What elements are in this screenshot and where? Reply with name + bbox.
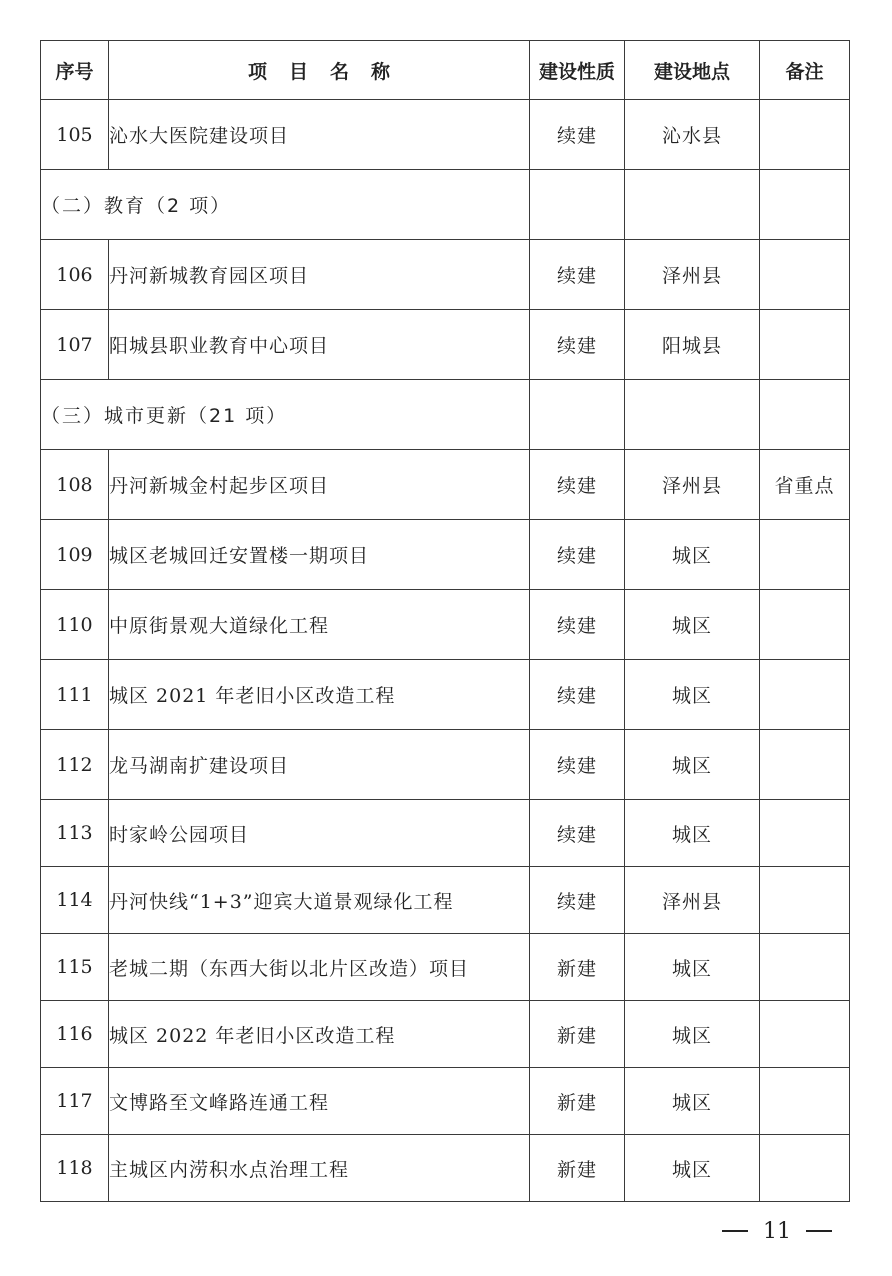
cell-type: 续建 [530, 660, 625, 730]
cell-note [760, 1135, 850, 1202]
cell-note [760, 590, 850, 660]
page-footer [722, 1216, 832, 1246]
empty-cell [760, 170, 850, 240]
cell-note [760, 1001, 850, 1068]
table-row [41, 660, 850, 730]
cell-num: 109 [41, 520, 109, 590]
cell-name: 丹河新城金村起步区项目 [109, 450, 530, 520]
cell-location: 城区 [625, 520, 760, 590]
header-num: 序号 [41, 41, 109, 100]
cell-name: 中原街景观大道绿化工程 [109, 590, 530, 660]
cell-num: 107 [41, 310, 109, 380]
cell-note [760, 1068, 850, 1135]
table-row [41, 310, 850, 380]
cell-name: 阳城县职业教育中心项目 [109, 310, 530, 380]
table-row [41, 730, 850, 800]
cell-name: 文博路至文峰路连通工程 [109, 1068, 530, 1135]
cell-location: 城区 [625, 800, 760, 867]
cell-location: 城区 [625, 660, 760, 730]
cell-note [760, 660, 850, 730]
cell-num: 105 [41, 100, 109, 170]
section-title: （二）教育（2 项） [41, 170, 530, 240]
cell-name: 城区 2022 年老旧小区改造工程 [109, 1001, 530, 1068]
cell-type: 新建 [530, 934, 625, 1001]
cell-type: 续建 [530, 867, 625, 934]
cell-note [760, 100, 850, 170]
footer-dash-right [806, 1230, 832, 1232]
empty-cell [530, 380, 625, 450]
cell-note [760, 800, 850, 867]
cell-note [760, 310, 850, 380]
cell-location: 城区 [625, 934, 760, 1001]
cell-location: 城区 [625, 1135, 760, 1202]
cell-type: 续建 [530, 100, 625, 170]
empty-cell [760, 380, 850, 450]
table-row [41, 590, 850, 660]
cell-note: 省重点 [760, 450, 850, 520]
table-row [41, 1068, 850, 1135]
cell-name: 老城二期（东西大街以北片区改造）项目 [109, 934, 530, 1001]
table-row [41, 867, 850, 934]
table-row [41, 450, 850, 520]
cell-num: 116 [41, 1001, 109, 1068]
cell-num: 112 [41, 730, 109, 800]
cell-name: 丹河新城教育园区项目 [109, 240, 530, 310]
table-header-row [41, 41, 850, 100]
cell-num: 110 [41, 590, 109, 660]
cell-num: 115 [41, 934, 109, 1001]
cell-location: 泽州县 [625, 867, 760, 934]
empty-cell [625, 380, 760, 450]
header-note: 备注 [760, 41, 850, 100]
cell-note [760, 240, 850, 310]
cell-type: 新建 [530, 1001, 625, 1068]
cell-type: 续建 [530, 310, 625, 380]
cell-name: 沁水大医院建设项目 [109, 100, 530, 170]
cell-num: 118 [41, 1135, 109, 1202]
cell-num: 106 [41, 240, 109, 310]
header-name: 项目名称 [109, 41, 530, 100]
cell-location: 阳城县 [625, 310, 760, 380]
cell-name: 龙马湖南扩建设项目 [109, 730, 530, 800]
table-row [41, 240, 850, 310]
cell-location: 泽州县 [625, 240, 760, 310]
cell-type: 续建 [530, 450, 625, 520]
table-body [41, 100, 850, 1202]
cell-type: 续建 [530, 590, 625, 660]
cell-location: 城区 [625, 1001, 760, 1068]
table-row [41, 100, 850, 170]
cell-location: 沁水县 [625, 100, 760, 170]
table-row [41, 800, 850, 867]
cell-note [760, 934, 850, 1001]
cell-type: 新建 [530, 1135, 625, 1202]
cell-note [760, 520, 850, 590]
section-row [41, 380, 850, 450]
cell-type: 续建 [530, 800, 625, 867]
cell-name: 时家岭公园项目 [109, 800, 530, 867]
header-type: 建设性质 [530, 41, 625, 100]
cell-location: 城区 [625, 590, 760, 660]
section-title: （三）城市更新（21 项） [41, 380, 530, 450]
project-table [40, 40, 850, 1202]
cell-name: 城区 2021 年老旧小区改造工程 [109, 660, 530, 730]
cell-type: 续建 [530, 730, 625, 800]
cell-location: 城区 [625, 1068, 760, 1135]
cell-name: 丹河快线“1+3”迎宾大道景观绿化工程 [109, 867, 530, 934]
cell-num: 108 [41, 450, 109, 520]
table-row [41, 520, 850, 590]
cell-type: 续建 [530, 520, 625, 590]
cell-type: 新建 [530, 1068, 625, 1135]
cell-num: 117 [41, 1068, 109, 1135]
cell-note [760, 730, 850, 800]
cell-location: 泽州县 [625, 450, 760, 520]
cell-num: 111 [41, 660, 109, 730]
header-location: 建设地点 [625, 41, 760, 100]
cell-num: 113 [41, 800, 109, 867]
cell-location: 城区 [625, 730, 760, 800]
cell-name: 主城区内涝积水点治理工程 [109, 1135, 530, 1202]
cell-type: 续建 [530, 240, 625, 310]
table-row [41, 934, 850, 1001]
cell-note [760, 867, 850, 934]
footer-dash-left [722, 1230, 748, 1232]
empty-cell [530, 170, 625, 240]
page-number: 11 [763, 1218, 791, 1244]
cell-num: 114 [41, 867, 109, 934]
table-row [41, 1135, 850, 1202]
empty-cell [625, 170, 760, 240]
cell-name: 城区老城回迁安置楼一期项目 [109, 520, 530, 590]
section-row [41, 170, 850, 240]
table-row [41, 1001, 850, 1068]
